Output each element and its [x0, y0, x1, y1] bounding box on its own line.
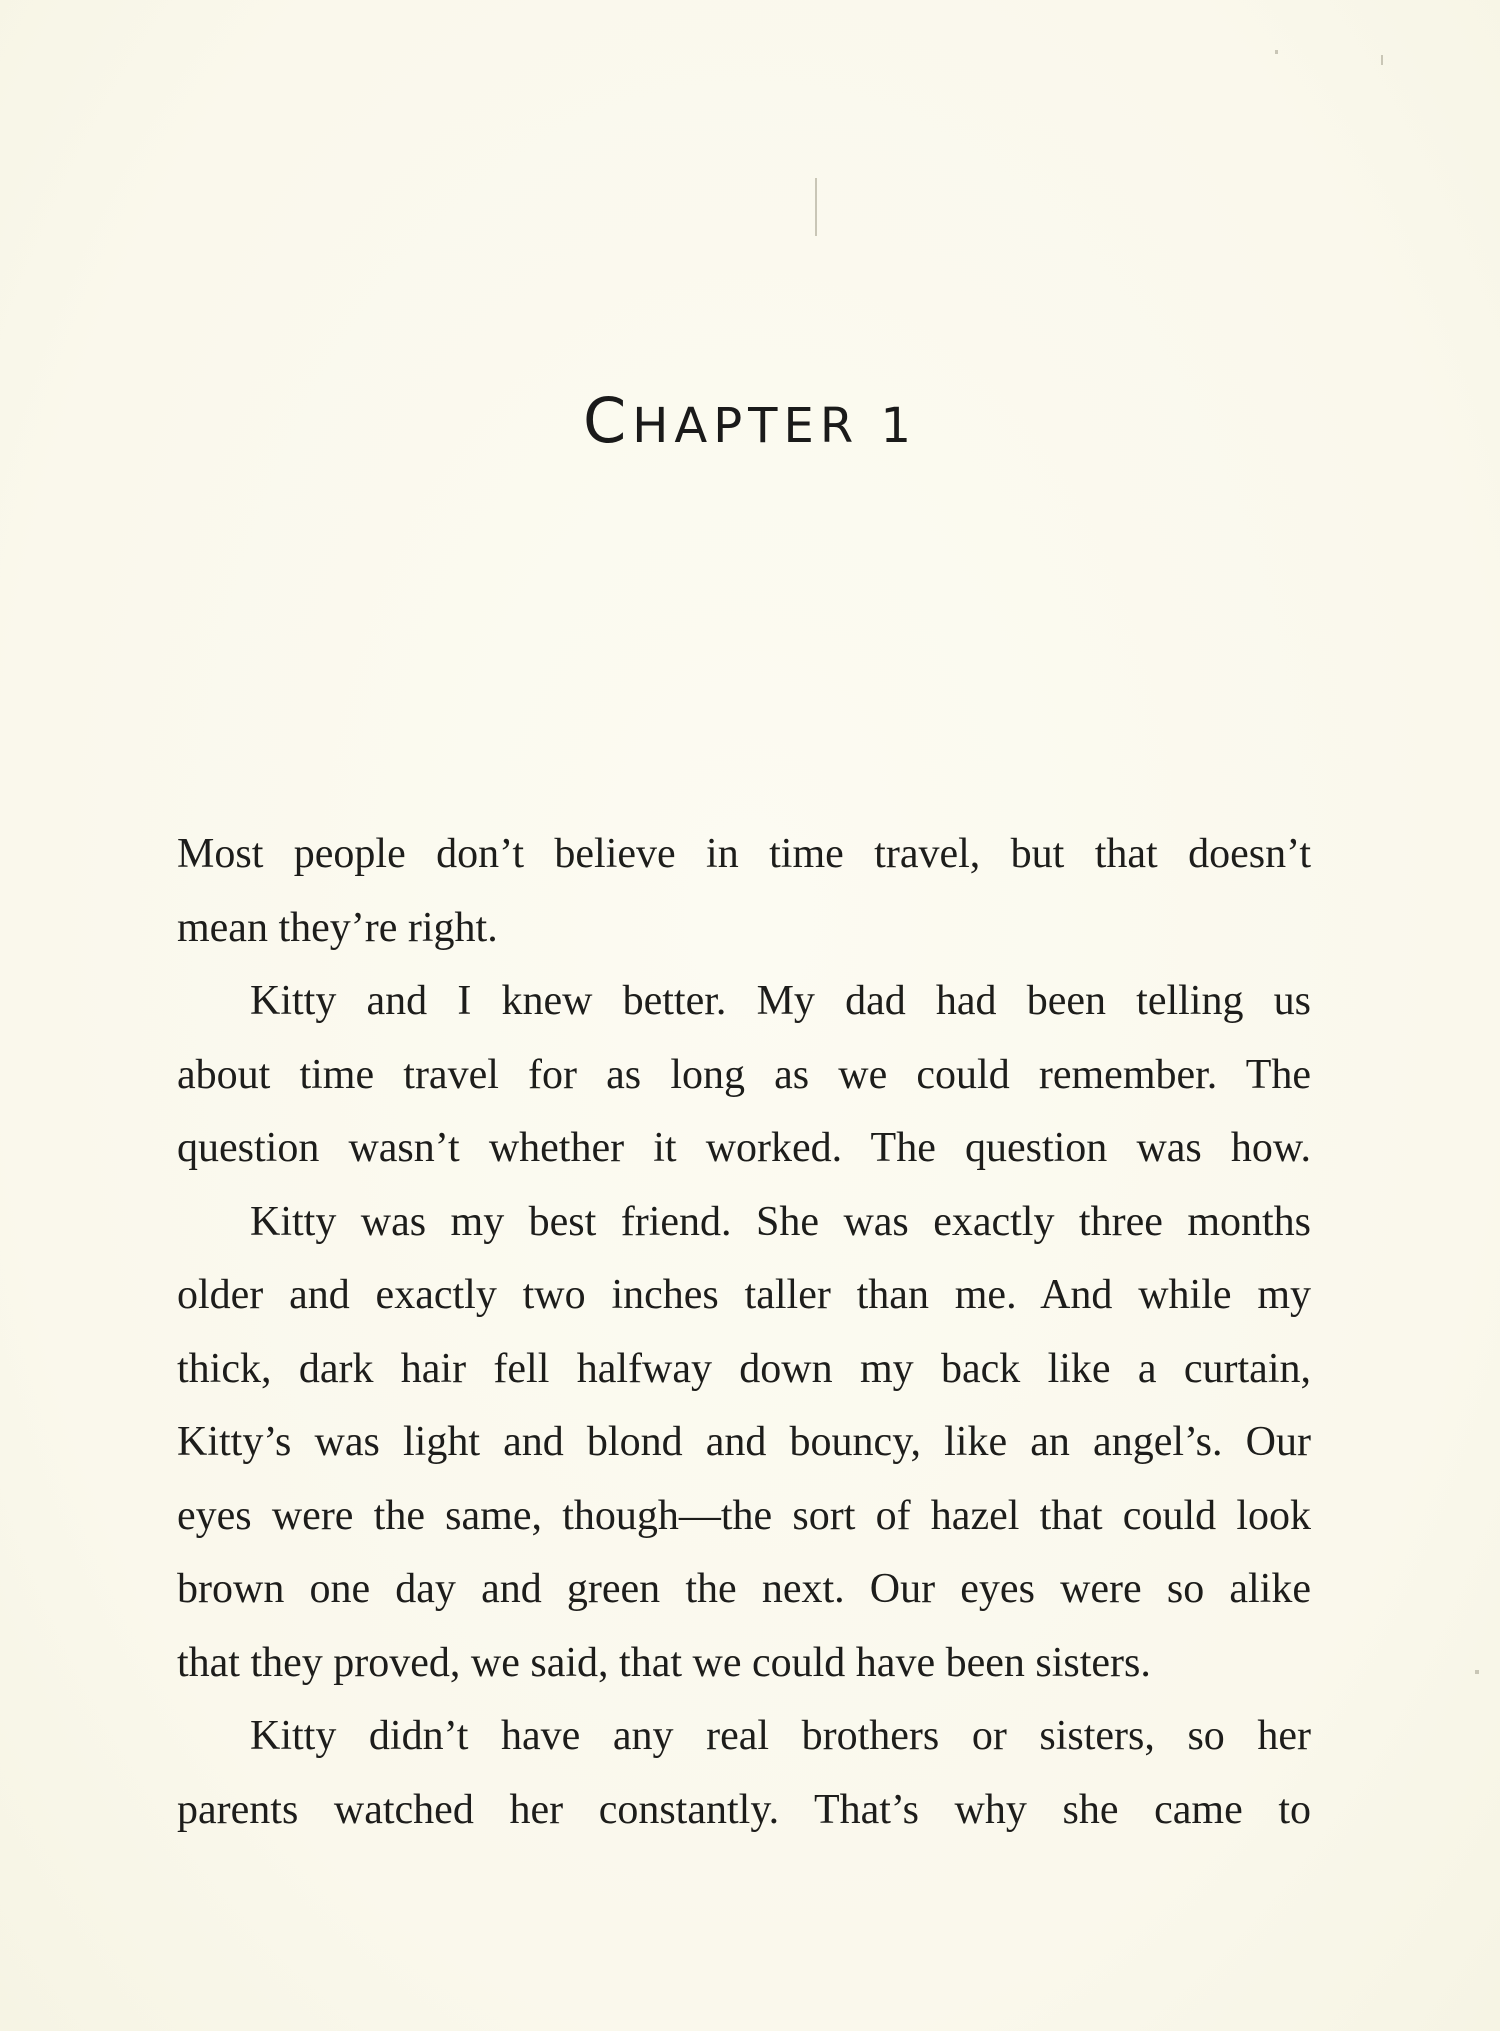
- text-line: older and exactly two inches taller than me. And while my: [177, 1272, 1311, 1318]
- scan-speck: [1275, 50, 1278, 54]
- text-line: Kitty didn’t have any real brothers or sisters, so her: [250, 1713, 1311, 1759]
- text-line: Kitty was my best friend. She was exactly three months: [250, 1198, 1311, 1245]
- text-line: question wasn’t whether it worked. The question was how.: [177, 1125, 1311, 1171]
- text-line: about time travel for as long as we could remember. The: [177, 1051, 1311, 1098]
- text-line: that they proved, we said, that we could have been sisters.: [177, 1639, 1151, 1686]
- text-line: brown one day and green the next. Our eyes were so alike: [177, 1566, 1311, 1612]
- scan-speck: [1475, 1670, 1479, 1674]
- chapter-number: 1: [880, 398, 917, 455]
- scan-speck: [815, 178, 817, 236]
- text-line: Most people don’t believe in time travel, but that doesn’t: [177, 831, 1311, 877]
- text-line: Kitty’s was light and blond and bouncy, like an angel’s. Our: [177, 1419, 1311, 1465]
- text-line: mean they’re right.: [177, 904, 498, 951]
- chapter-heading-word: HAPTER: [632, 398, 860, 455]
- chapter-heading-initial: C: [583, 384, 633, 458]
- scan-speck: [1381, 55, 1383, 65]
- text-line: Kitty and I knew better. My dad had been telling us: [250, 978, 1311, 1024]
- text-line: eyes were the same, though—the sort of hazel that could look: [177, 1492, 1311, 1539]
- text-line: thick, dark hair fell halfway down my back like a curtain,: [177, 1345, 1311, 1392]
- chapter-heading: [0, 384, 1500, 457]
- text-line: parents watched her constantly. That’s why she came to: [177, 1786, 1311, 1833]
- chapter-body-text: [177, 818, 1311, 1847]
